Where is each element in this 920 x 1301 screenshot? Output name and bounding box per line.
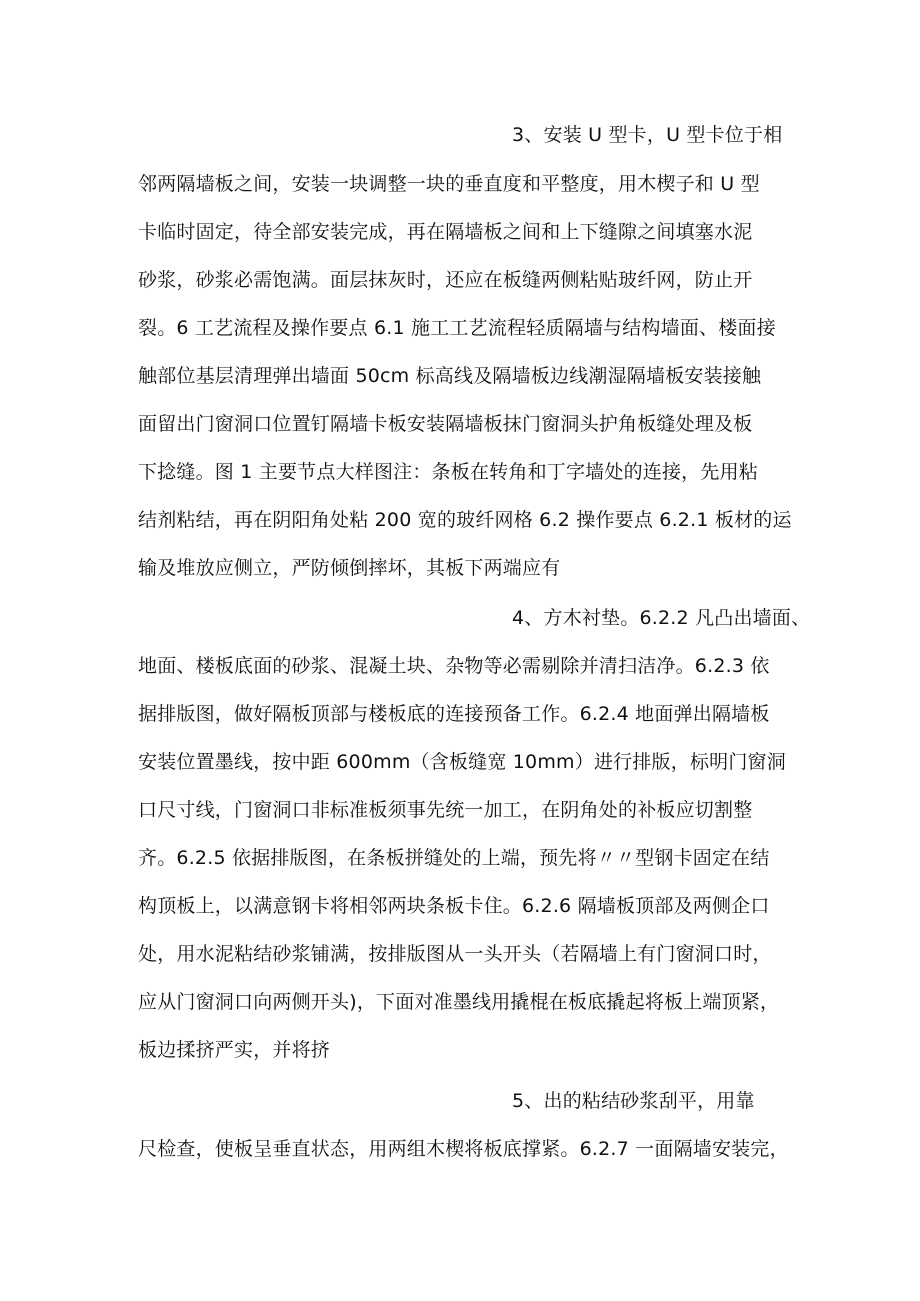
text-line: 应从门窗洞口向两侧开头)，下面对准墨线用撬棍在板底撬起将板上端顶紧， [138,991,780,1013]
paragraph-5-first-line: 5、出的粘结砂浆刮平，用靠 [512,1090,755,1112]
paragraph-4-first-line: 4、方木衬垫。6.2.2 凡凸出墙面、 [512,607,811,629]
text-line: 齐。6.2.5 依据排版图，在条板拼缝处的上端，预先将〃〃型钢卡固定在结 [138,847,770,869]
text-line: 据排版图，做好隔板顶部与楼板底的连接预备工作。6.2.4 地面弹出隔墙板 [138,703,770,725]
text-line: 砂浆，砂浆必需饱满。面层抹灰时，还应在板缝两侧粘贴玻纤网，防止开 [138,269,753,291]
text-line: 卡临时固定，待全部安装完成，再在隔墙板之间和上下缝隙之间填塞水泥 [138,221,753,243]
text-line: 口尺寸线，门窗洞口非标准板须事先统一加工，在阴角处的补板应切割整 [138,799,753,821]
text-line: 板边揉挤严实，并将挤 [138,1039,331,1061]
text-line: 邻两隔墙板之间，安装一块调整一块的垂直度和平整度，用木楔子和 U 型 [138,173,760,195]
text-line: 裂。6 工艺流程及操作要点 6.1 施工工艺流程轻质隔墙与结构墙面、楼面接 [138,317,776,339]
text-line: 处，用水泥粘结砂浆铺满，按排版图从一头开头（若隔墙上有门窗洞口时， [138,943,772,965]
text-line: 安装位置墨线，按中距 600mm（含板缝宽 10mm）进行排版，标明门窗洞 [138,751,786,773]
text-line: 输及堆放应侧立，严防倾倒摔坏，其板下两端应有 [138,557,561,579]
text-line: 触部位基层清理弹出墙面 50cm 标高线及隔墙板边线潮湿隔墙板安装接触 [138,365,762,387]
text-line: 结剂粘结，再在阴阳角处粘 200 宽的玻纤网格 6.2 操作要点 6.2.1 板材的运 [138,509,792,531]
text-line: 下捻缝。图 1 主要节点大样图注：条板在转角和丁字墙处的连接，先用粘 [138,461,758,483]
text-line: 尺检查，使板呈垂直状态，用两组木楔将板底撑紧。6.2.7 一面隔墙安装完， [138,1138,789,1160]
text-line: 面留出门窗洞口位置钉隔墙卡板安装隔墙板抹门窗洞头护角板缝处理及板 [138,413,753,435]
text-line: 地面、楼板底面的砂浆、混凝土块、杂物等必需剔除并清扫洁净。6.2.3 依 [138,655,770,677]
text-line: 构顶板上，以满意钢卡将相邻两块条板卡住。6.2.6 隔墙板顶部及两侧企口 [138,895,770,917]
paragraph-3-first-line: 3、安装 U 型卡，U 型卡位于相 [512,124,783,146]
